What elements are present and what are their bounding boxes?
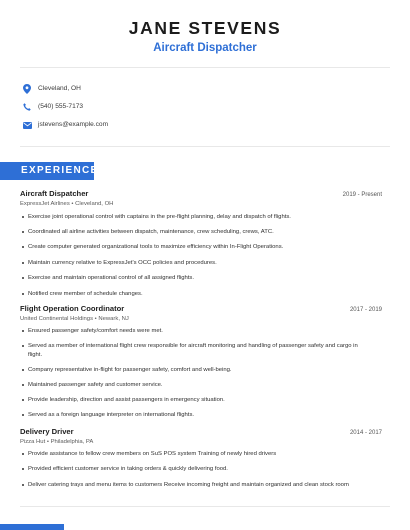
job-entry	[20, 427, 382, 446]
job-bullet: Deliver catering trays and menu items to customers Receive incoming freight and maintain organized and clean stock room	[20, 481, 370, 490]
contact-location-text: Cleveland, OH	[38, 85, 81, 92]
job-title: Aircraft Dispatcher	[20, 189, 89, 198]
job-dates: 2017 - 2019	[349, 307, 382, 313]
job-title-heading: Aircraft Dispatcher	[153, 42, 257, 54]
job-company-line: United Continental Holdings • Newark, NJ	[20, 316, 129, 322]
contact-phone	[22, 100, 382, 114]
resume-header	[0, 18, 410, 56]
job-bullet: Notified crew member of schedule changes.	[20, 290, 370, 299]
job-company: ExpressJet Airlines	[20, 201, 70, 207]
job-title: Delivery Driver	[20, 427, 74, 436]
job-bullet: Maintain currency relative to ExpressJet's OCC policies and procedures.	[20, 259, 370, 268]
contact-divider	[20, 146, 390, 147]
job-location: Philadelphia, PA	[50, 439, 94, 445]
job-dates: 2019 - Present	[342, 192, 382, 198]
job-bullet: Ensured passenger safety/comfort needs were met.	[20, 327, 370, 336]
job-bullet: Exercise joint operational control with captains in the pre-flight planning, delay and dispatch of flights.	[20, 213, 370, 222]
job-bullet: Provided efficient customer service in taking orders & quickly delivering food.	[20, 465, 370, 474]
header-divider	[20, 67, 390, 68]
job-bullet: Provide assistance to fellow crew members on SuS POS system Training of newly hired drivers	[20, 450, 370, 459]
job-entry	[20, 189, 382, 208]
contact-location	[22, 82, 382, 96]
job-company-line: Pizza Hut • Philadelphia, PA	[20, 439, 94, 445]
job-bullet: Company representative in-flight for passenger safety, comfort and well-being.	[20, 366, 370, 375]
phone-icon	[22, 101, 32, 113]
contact-email[interactable]	[22, 118, 382, 132]
job-company-line: ExpressJet Airlines • Cleveland, OH	[20, 201, 114, 207]
email-icon	[22, 119, 32, 131]
experience-section-heading: EXPERIENCE	[0, 162, 94, 180]
job-bullet: Maintained passenger safety and customer service.	[20, 381, 370, 390]
job-dates: 2014 - 2017	[349, 430, 382, 436]
job-title: Flight Operation Coordinator	[20, 304, 125, 313]
job-bullet: Coordinated all airline activities between dispatch, maintenance, crew scheduling, crews, ATC.	[20, 228, 370, 237]
job-bullet: Exercise and maintain operational control of all assigned flights.	[20, 274, 370, 283]
job-bullet: Served as a foreign language interpreter on international flights.	[20, 411, 370, 420]
next-section-heading-bar	[0, 524, 64, 530]
contact-email-text[interactable]: jstevens@example.com	[38, 121, 109, 128]
job-bullet: Create computer generated organizational tools to maximize efficiency within In-Flight Operations.	[20, 243, 370, 252]
location-pin-icon	[22, 83, 32, 95]
job-location: Newark, NJ	[98, 316, 129, 322]
job-bullet: Provide leadership, direction and assist passengers in emergency situation.	[20, 396, 370, 405]
job-company: Pizza Hut	[20, 439, 46, 445]
job-entry	[20, 304, 382, 323]
job-bullet: Served as member of international flight crew responsible for aircraft monitoring and handling of passenger safety and cargo in flight.	[20, 342, 370, 360]
job-company: United Continental Holdings	[20, 316, 94, 322]
contact-phone-text: (540) 555-7173	[38, 103, 84, 110]
footer-divider	[20, 506, 390, 507]
candidate-name: JANE STEVENS	[128, 18, 282, 38]
job-location: Cleveland, OH	[75, 201, 114, 207]
